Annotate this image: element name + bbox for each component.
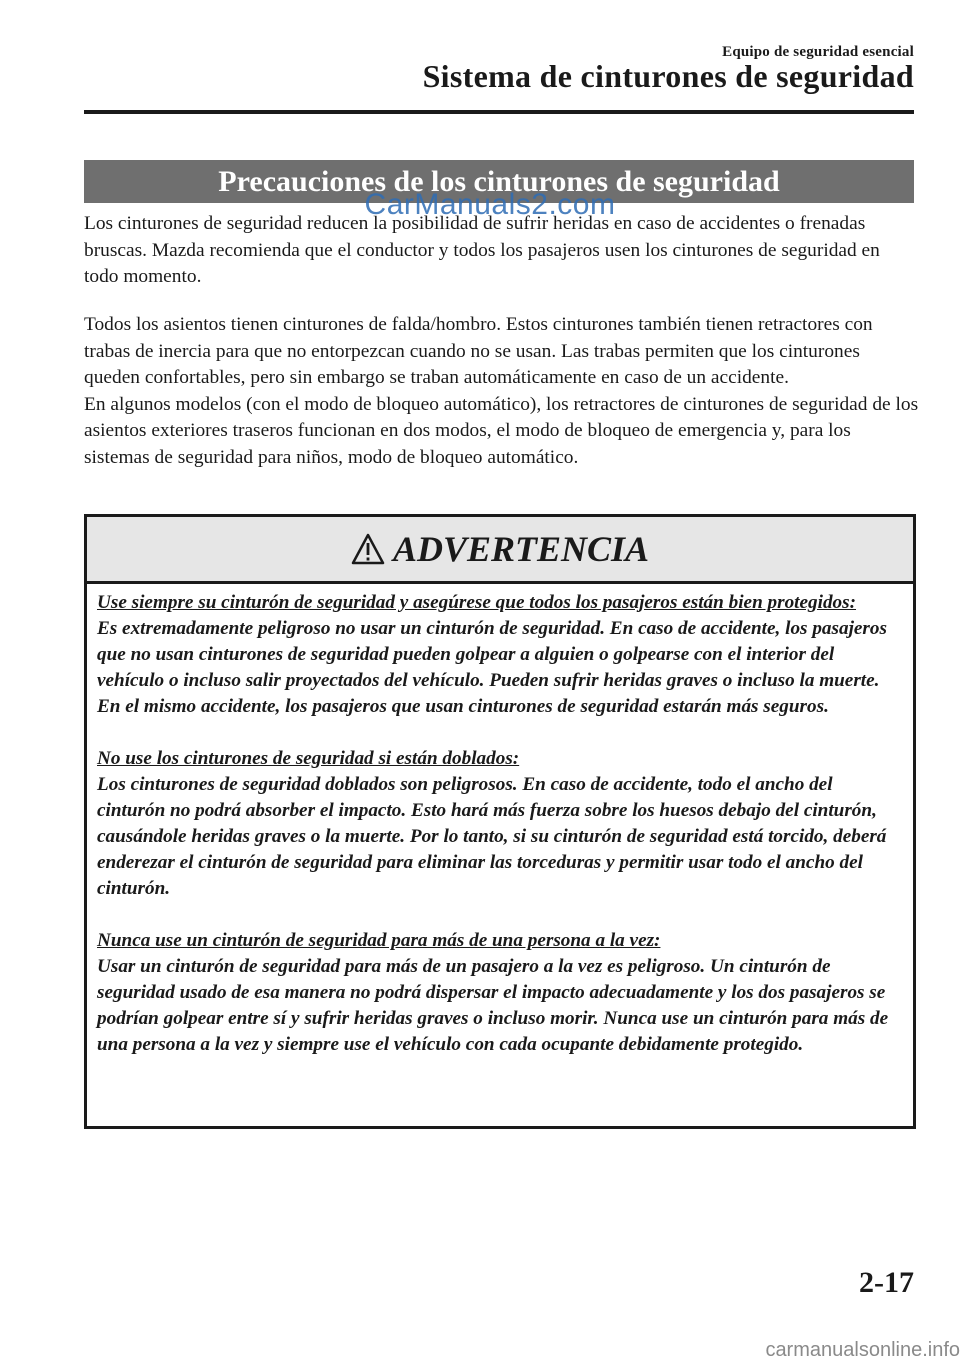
warning-heading: No use los cinturones de seguridad si están doblados: <box>97 748 520 769</box>
warning-text: Los cinturones de seguridad doblados son peligrosos. En caso de accidente, todo el ancho del cinturón no podrá absorber el impacto. Esto hará más fuerza sobre los huesos debajo del cinturón, causándole heridas graves o la muerte. Por lo tanto, si su cinturón de seguridad está torcido, deberá enderezar el cinturón de seguridad para eliminar las torceduras y permitir usar todo el ancho del cinturón. <box>97 774 887 899</box>
warning-block <box>97 746 903 902</box>
warning-text: Usar un cinturón de seguridad para más de un pasajero a la vez es peligroso. Un cinturón de seguridad usado de esa manera no podrá dispersar el impacto adecuadamente y los dos pasajeros se podrían golpear entre sí y sufrir heridas graves o incluso morir. Nunca use un cinturón para más de una persona a la vez y siempre use el vehículo con cada ocupante debidamente protegido. <box>97 956 889 1055</box>
warning-body <box>87 584 913 1058</box>
header-subtitle: Equipo de seguridad esencial <box>722 44 914 60</box>
warning-box <box>84 514 916 1129</box>
page-number: 2-17 <box>859 1266 914 1299</box>
warning-text: Es extremadamente peligroso no usar un cinturón de seguridad. En caso de accidente, los pasajeros que no usan cinturones de seguridad pueden golpear a alguien o golpearse con el interior del vehículo o incluso salir proyectados del vehículo. Pueden sufrir heridas graves o incluso la muerte. En el mismo accidente, los pasajeros que usan cinturones de seguridad estarán más seguros. <box>97 618 887 717</box>
page-title: Sistema de cinturones de seguridad <box>422 58 914 94</box>
warning-heading: Use siempre su cinturón de seguridad y asegúrese que todos los pasajeros están bien protegidos: <box>97 592 857 613</box>
footer-url: carmanualsonline.info <box>765 1339 960 1361</box>
locking-mode-text: En algunos modelos (con el modo de bloqueo automático), los retractores de cinturones de seguridad de los asientos exteriores traseros funcionan en dos modos, el modo de bloqueo de emergencia y, para los sistemas de seguridad para niños, modo de bloqueo automático. <box>84 393 919 468</box>
warning-title: ADVERTENCIA <box>392 529 650 569</box>
warning-heading: Nunca use un cinturón de seguridad para más de una persona a la vez: <box>97 930 661 951</box>
warning-triangle-icon <box>351 533 385 565</box>
retractor-paragraph <box>84 312 919 471</box>
retractor-text: Todos los asientos tienen cinturones de falda/hombro. Estos cinturones también tienen retractores con trabas de inercia para que no entorpezcan cuando no se usan. Las trabas permiten que los cinturones queden confortables, pero sin embargo se traban automáticamente en caso de un accidente. <box>84 314 873 388</box>
warning-block <box>97 928 903 1058</box>
warning-block <box>97 590 903 720</box>
intro-paragraph: Los cinturones de seguridad reducen la posibilidad de sufrir heridas en caso de accidentes o frenadas bruscas. Mazda recomienda que el conductor y todos los pasajeros usen los cinturones de seguridad en todo momento. <box>84 213 880 287</box>
header-divider <box>84 110 914 114</box>
watermark: CarManuals2.com <box>364 188 616 221</box>
section-banner: Precauciones de los cinturones de seguridad <box>84 160 914 203</box>
warning-header <box>87 517 913 584</box>
